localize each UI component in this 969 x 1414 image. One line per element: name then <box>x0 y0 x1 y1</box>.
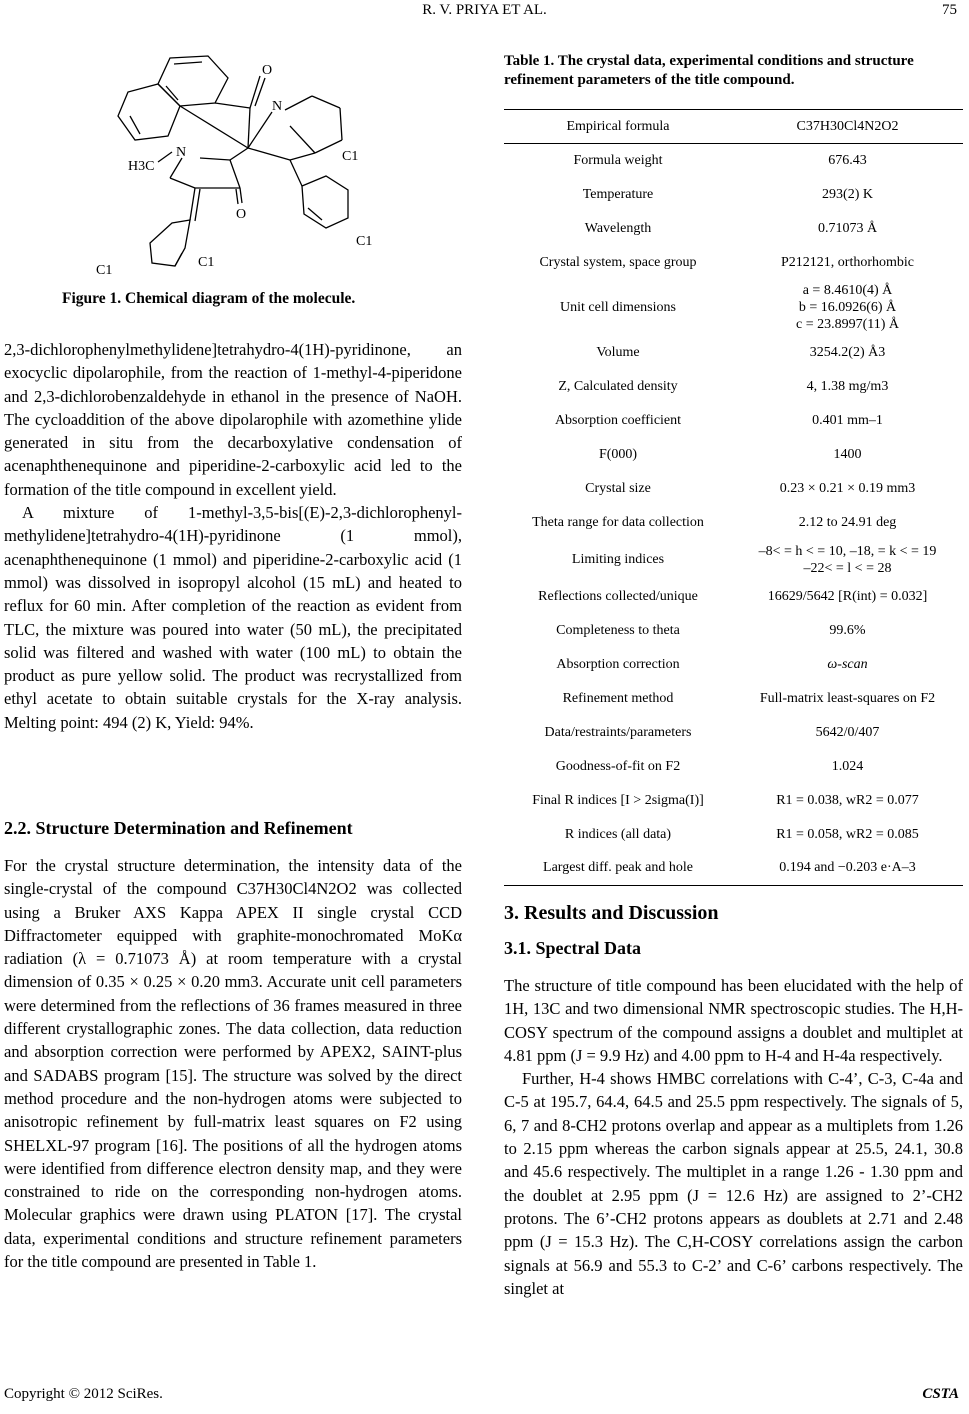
table-row <box>504 648 963 682</box>
subsection-heading-spectral: 3.1. Spectral Data <box>504 938 641 958</box>
table-cell-label: Absorption correction <box>556 656 680 672</box>
table-cell-value: 99.6% <box>829 622 866 638</box>
table-row <box>504 614 963 648</box>
table-cell-label: Goodness-of-fit on F2 <box>555 758 681 774</box>
table-row <box>504 212 963 246</box>
table-row <box>504 370 963 404</box>
table-cell-value: 1400 <box>833 446 862 462</box>
table-cell-label: Unit cell dimensions <box>560 299 676 315</box>
journal-footer: CSTA <box>922 1386 959 1402</box>
table-cell-label: Reflections collected/unique <box>538 588 698 604</box>
table-cell-value: Full-matrix least-squares on F2 <box>759 690 936 706</box>
cell-limits-2: –22< = l < = 28 <box>803 560 892 576</box>
table-cell-value: 16629/5642 [R(int) = 0.032] <box>767 588 928 604</box>
copyright-footer: Copyright © 2012 SciRes. <box>4 1386 163 1402</box>
table-cell-label: Refinement method <box>562 690 674 706</box>
table-cell-label: Largest diff. peak and hole <box>504 852 732 886</box>
atom-cl-right-2: C1 <box>356 234 373 249</box>
table-cell-label: Completeness to theta <box>556 622 680 638</box>
crystal-data-table <box>504 109 963 886</box>
table-cell-label: Crystal system, space group <box>539 254 697 270</box>
table-row <box>504 580 963 614</box>
cell-axis-a: a = 8.4610(4) Å <box>802 283 893 298</box>
right-phenyl-ring <box>302 176 348 228</box>
right-column-text <box>504 974 963 1300</box>
table-caption: Table 1. The crystal data, experimental conditions and structure refinement parameters of the title compound. <box>504 53 914 88</box>
table-cell-value: C37H30Cl4N2O2 <box>732 110 963 144</box>
table-cell-value: R1 = 0.058, wR2 = 0.085 <box>776 826 919 842</box>
paragraph-synthesis-2: A mixture of 1-methyl-3,5-bis[(E)-2,3-dichlorophenyl-methylidene]tetrahydro-4(1H)-pyridinone (1 mmol), acenaphthenequinone (1 mmol) and piperidine-2-carboxylic acid (1 mmol) was dissolved in isopropyl alcohol (15 mL) and heated to reflux for 60 min. After completion of the reaction as evident from TLC, the mixture was poured into water (50 mL), the precipitated solid was filtered and washed with water (100 mL) to obtain the product as pure yellow solid. The product was recrystallized from ethyl acetate to obtain suitable crystals for the X-ray analysis. Melting point: 494 (2) K, Yield: 94%. <box>4 503 462 732</box>
chemical-structure-diagram <box>90 48 390 278</box>
atom-o-top: O <box>262 63 273 78</box>
cell-axis-b: b = 16.0926(6) Å <box>798 300 897 315</box>
table-row <box>504 404 963 438</box>
table-cell-value: R1 = 0.038, wR2 = 0.077 <box>776 792 919 808</box>
table-cell-label: F(000) <box>598 446 638 462</box>
left-column-text <box>4 338 462 734</box>
table-row <box>504 506 963 540</box>
section-heading-results: 3. Results and Discussion <box>504 902 719 924</box>
table-cell-value: ω-scan <box>827 656 868 672</box>
table-row <box>504 336 963 370</box>
cell-limits-1: –8< = h < = 10, –18, = k < = 19 <box>758 543 937 559</box>
table-cell-label: Theta range for data collection <box>532 514 704 530</box>
table-row <box>504 852 963 886</box>
table-cell-value: 676.43 <box>828 152 867 168</box>
table-row <box>504 750 963 784</box>
table-row <box>504 784 963 818</box>
table-row <box>504 246 963 280</box>
table-row <box>504 818 963 852</box>
table-cell-value: P212121, orthorhombic <box>781 254 914 270</box>
atom-cl-left-b: C1 <box>198 255 215 270</box>
table-cell-label: Volume <box>596 344 640 360</box>
table-row <box>504 144 963 178</box>
table-row <box>504 682 963 716</box>
table-row <box>504 280 963 336</box>
table-cell-value <box>732 280 963 336</box>
table-cell-label: Temperature <box>582 186 654 202</box>
table-row <box>504 540 963 580</box>
table-cell-label: Final R indices [I > 2sigma(I)] <box>532 792 704 808</box>
section-heading-structure: 2.2. Structure Determination and Refinement <box>4 818 353 838</box>
table-row <box>504 472 963 506</box>
table-cell-value: 0.401 mm–1 <box>812 412 883 428</box>
paragraph-structure: For the crystal structure determination, the intensity data of the single-crystal of the compound C37H30Cl4N2O2 was collected using a Bruker AXS Kappa APEX II single crystal CCD Diffractometer equipped with graphite-monochromated MoKα radiation (λ = 0.71073 Å) at room temperature with a crystal dimension of 0.35 × 0.25 × 0.20 mm3. Accurate unit cell parameters were determined from the reflections of 36 frames measured in three different crystallographic zones. The data collection, data reduction and absorption correction were performed by APEX2, SAINT-plus and SADABS program [15]. The structure was solved by the direct method procedure and the non-hydrogen atoms were subjected to anisotropic refinement by full-matrix least squares on F2 using SHELXL-97 program [16]. The positions of all the hydrogen atoms were identified from difference electron density map, and they were constrained to ride on the corresponding non-hydrogen atoms. Molecular graphics were drawn using PLATON [17]. The crystal data, experimental conditions and structure refinement parameters for the title compound are presented in Table 1. <box>4 856 462 1272</box>
table-header-row <box>504 110 963 144</box>
table-cell-label: Formula weight <box>573 152 663 168</box>
atom-cl-left-a: C1 <box>96 263 113 278</box>
table-cell-label: Absorption coefficient <box>554 412 682 428</box>
table-row <box>504 438 963 472</box>
table-cell-label: Z, Calculated density <box>558 378 678 394</box>
paragraph-spectral-2: Further, H-4 shows HMBC correlations with C-4’, C-3, C-4a and C-5 at 195.7, 64.4, 64.5 and 25.5 ppm respectively. The signals of 5, 6, 7 and 8-CH2 protons overlap and appear as a multiplets from 1.26 to 2.15 ppm whereas the carbon signals appear at 25.5, 24.1, 30.8 and 45.6 respectively. The multiplet in a range 1.26 - 1.30 ppm and the doublet at 2.95 ppm (J = 12.6 Hz) are assigned to 2’-CH2 protons. The 6’-CH2 protons appears as doublets at 2.71 and 2.48 ppm (J = 15.3 Hz). The C,H-COSY correlations assign the carbon signals at 56.9 and 55.3 to C-2’ and C-6’ carbons respectively. The singlet at <box>504 1069 963 1298</box>
table-cell-label: Data/restraints/parameters <box>544 724 692 740</box>
table-cell-label: Limiting indices <box>571 551 665 567</box>
figure-caption: Figure 1. Chemical diagram of the molecule. <box>62 290 356 307</box>
table-cell-value: 4, 1.38 mg/m3 <box>806 378 889 394</box>
table-cell-value: 0.71073 Å <box>817 220 878 236</box>
table-cell-value <box>732 540 963 580</box>
table-cell-value: 5642/0/407 <box>815 724 880 740</box>
table-cell-value: 293(2) K <box>822 186 873 202</box>
atom-n-top: N <box>272 99 283 114</box>
table-cell-value: 3254.2(2) Å3 <box>809 344 886 360</box>
table-cell-value: 0.23 × 0.21 × 0.19 mm3 <box>779 480 916 496</box>
table-cell-label: Empirical formula <box>504 110 732 144</box>
atom-cl-right-1: C1 <box>342 149 359 164</box>
table-cell-label: Wavelength <box>584 220 652 236</box>
paragraph-spectral-1: The structure of title compound has been elucidated with the help of 1H, 13C and two dimensional NMR spectroscopic studies. The H,H-COSY spectrum of the compound assigns a doublet and multiplet at 4.81 ppm (J = 9.9 Hz) and 4.00 ppm to H-4 and H-4a respectively. <box>504 976 963 1065</box>
paragraph-synthesis-1: 2,3-dichlorophenylmethylidene]tetrahydro-4(1H)-pyridinone, an exocyclic dipolarophile, from the reaction of 1-methyl-4-piperidone and 2,3-dichlorobenzaldehyde in ethanol in the presence of NaOH. The cycloaddition of the above dipolarophile with azomethine ylide generated in situ from the decarboxylative condensation of acenaphthenequinone and piperidine-2-carboxylic acid led to the formation of the title compound in excellent yield. <box>4 340 462 499</box>
running-header: R. V. PRIYA ET AL. <box>422 2 547 18</box>
left-phenyl-ring <box>150 220 190 266</box>
atom-o-mid: O <box>236 207 247 222</box>
atom-h3c: H3C <box>128 159 155 174</box>
table-cell-value: 2.12 to 24.91 deg <box>798 514 897 530</box>
table-cell-label: R indices (all data) <box>564 826 672 842</box>
naphthalene-ring-1 <box>158 56 228 106</box>
cell-axis-c: c = 23.8997(11) Å <box>795 317 900 332</box>
table-row <box>504 716 963 750</box>
atom-n-left: N <box>176 145 187 160</box>
table-cell-value: 1.024 <box>831 758 864 774</box>
table-cell-value: 0.194 and −0.203 e·A–3 <box>732 852 963 886</box>
page-number: 75 <box>942 2 957 18</box>
table-cell-label: Crystal size <box>585 480 651 496</box>
table-row <box>504 178 963 212</box>
